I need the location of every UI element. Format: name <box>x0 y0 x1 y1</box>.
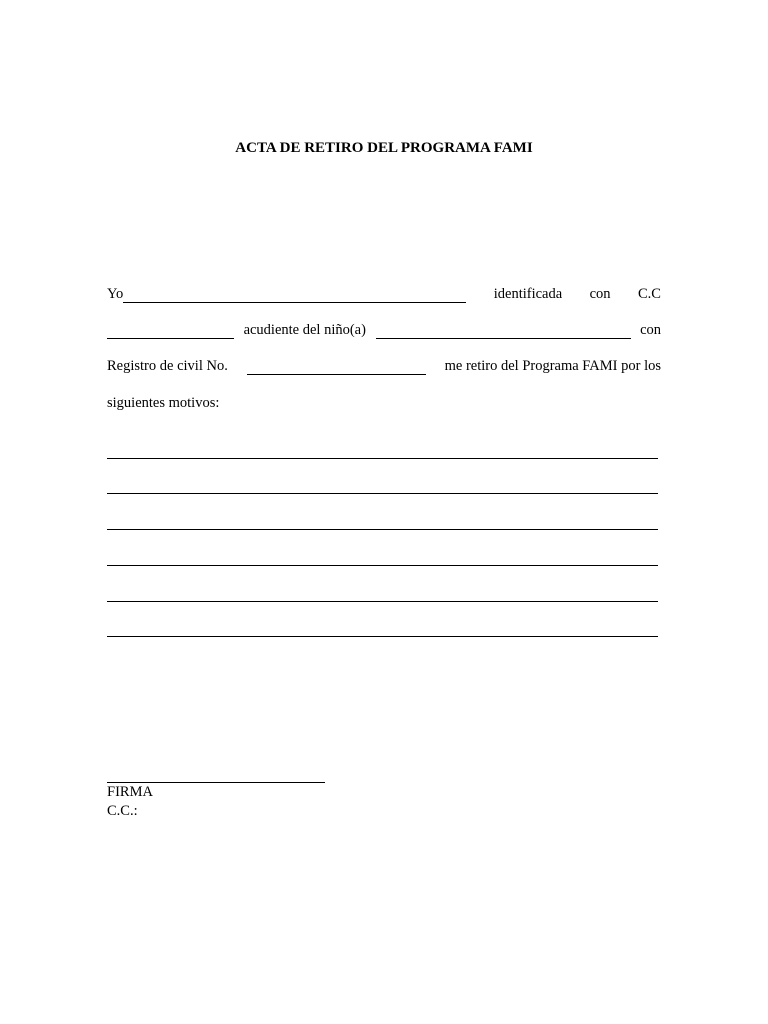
yo-label: Yo <box>107 286 124 302</box>
civil-registry-label: Registro de civil No. <box>107 358 228 374</box>
reason-line[interactable] <box>107 565 658 566</box>
paragraph-line-1 <box>107 283 661 303</box>
cc-label: C.C <box>638 286 661 302</box>
reason-line[interactable] <box>107 601 658 602</box>
reason-line[interactable] <box>107 493 658 494</box>
paragraph-line-3 <box>107 355 661 375</box>
identified-label: identificada <box>493 286 563 302</box>
signature-label: FIRMA <box>107 784 153 800</box>
con-label: con <box>589 286 611 302</box>
paragraph-line-2 <box>107 319 661 339</box>
paragraph-line-4 <box>107 392 661 412</box>
cc-number-field[interactable] <box>107 324 234 339</box>
con-label-2: con <box>640 322 662 338</box>
reason-line[interactable] <box>107 636 658 637</box>
reason-line[interactable] <box>107 529 658 530</box>
child-name-field[interactable] <box>376 324 631 339</box>
signature-id-label: C.C.: <box>107 803 138 819</box>
reason-line[interactable] <box>107 458 658 459</box>
signature-line[interactable] <box>107 782 325 783</box>
guardian-label: acudiente del niño(a) <box>243 322 366 338</box>
withdrawal-statement: me retiro del Programa FAMI por los <box>444 358 661 374</box>
civil-registry-field[interactable] <box>247 360 426 375</box>
name-field[interactable] <box>123 288 466 303</box>
document-title: ACTA DE RETIRO DEL PROGRAMA FAMI <box>235 140 533 156</box>
reasons-label: siguientes motivos: <box>107 395 220 411</box>
